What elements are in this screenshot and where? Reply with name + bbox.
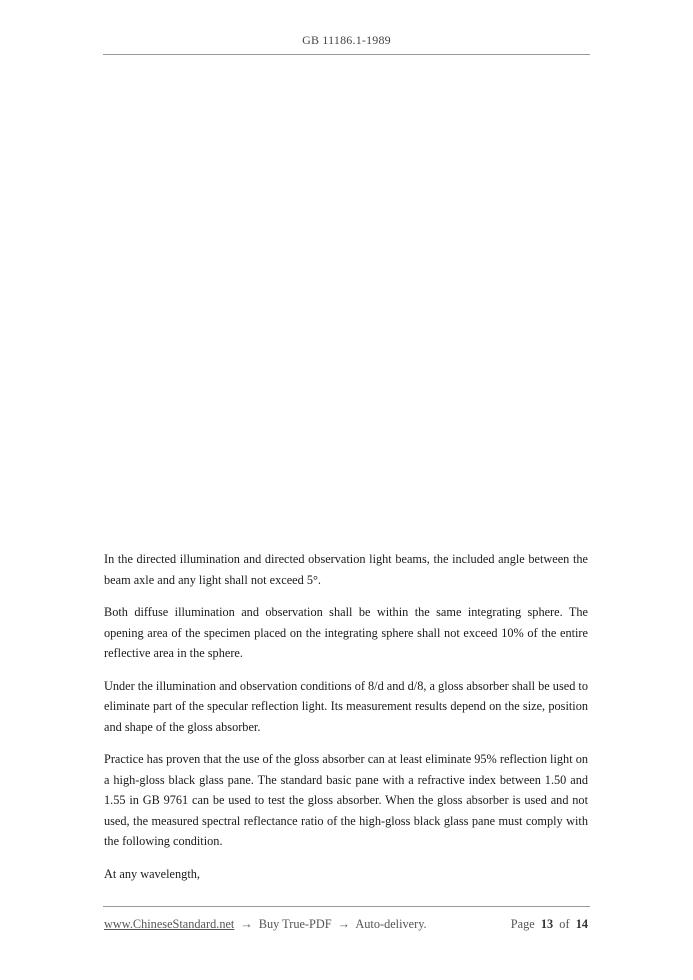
footer-promo: [104, 917, 427, 932]
document-body: [104, 549, 588, 896]
header-divider: [103, 54, 590, 55]
page-number: [511, 917, 588, 932]
page-label: Page: [510, 917, 535, 931]
arrow-right-icon: →: [337, 917, 350, 931]
site-link[interactable]: www.ChineseStandard.net: [104, 917, 235, 931]
paragraph-practice-proven: Practice has proven that the use of the gloss absorber can at least eliminate 95% reflection light on a high-gloss black glass pane. The standard basic pane with a refractive index between 1.50 and 1.55 in GB 9761 can be used to test the gloss absorber. When the gloss absorber is used and not used, the measured spectral reflectance ratio of the high-gloss black glass pane must comply with the following condition.: [104, 752, 588, 848]
paragraph-gloss-absorber: Under the illumination and observation conditions of 8/d and d/8, a gloss absorber shall be used to eliminate part of the specular reflection light. Its measurement results depend on the size, position and shape of the gloss absorber.: [104, 678, 588, 734]
page-of-label: of: [559, 917, 570, 931]
auto-delivery-text: Auto-delivery.: [355, 917, 427, 931]
paragraph-integrating-sphere: Both diffuse illumination and observation shall be within the same integrating sphere. The opening area of the specimen placed on the integrating sphere shall not exceed 10% of the entire reflective area in the sphere.: [104, 605, 588, 660]
buy-pdf-text: Buy True-PDF: [258, 917, 332, 931]
document-id-header: GB 11186.1-1989: [302, 33, 391, 47]
paragraph-beam-angle: In the directed illumination and directed observation light beams, the included angle between the beam axle and any light shall not exceed 5°.: [104, 552, 588, 587]
page-footer: [104, 917, 588, 932]
arrow-right-icon: →: [240, 917, 253, 931]
footer-divider: [103, 906, 590, 907]
page-total: 14: [575, 917, 588, 931]
page-current: 13: [540, 917, 554, 931]
paragraph-any-wavelength: At any wavelength,: [104, 866, 200, 881]
